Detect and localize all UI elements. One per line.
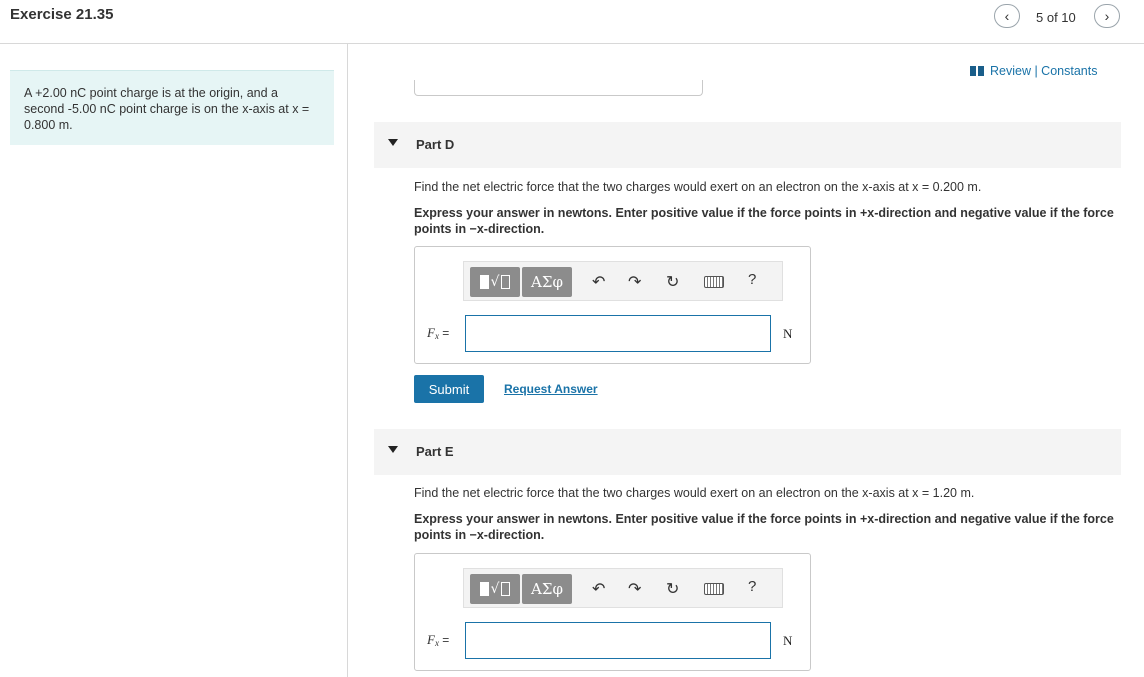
help-icon[interactable]: ? (748, 578, 757, 595)
undo-icon[interactable]: ↶ (592, 579, 606, 598)
unit-label: N (783, 326, 793, 341)
greek-symbols-button[interactable]: ΑΣφ (522, 267, 572, 297)
chevron-right-icon: › (1104, 8, 1110, 24)
problem-statement: A +2.00 nC point charge is at the origin, and a second -5.00 nC point charge is on the x-axis at x = 0.800 m. (10, 70, 334, 145)
help-icon[interactable]: ? (748, 271, 757, 288)
review-constants-link[interactable] (970, 64, 1097, 78)
templates-button[interactable] (470, 267, 520, 297)
box-outline-icon (501, 582, 510, 596)
next-button[interactable] (1094, 4, 1120, 28)
greek-symbols-button[interactable]: ΑΣφ (522, 574, 572, 604)
math-toolbar (463, 261, 783, 301)
part-e-instruction: Express your answer in newtons. Enter positive value if the force points in +x-direction and negative value if the force points in −x-direction. (414, 512, 1114, 542)
top-bar (0, 0, 1144, 44)
column-divider (347, 44, 348, 677)
previous-part-box (414, 80, 703, 96)
unit-label: N (783, 633, 793, 648)
previous-button[interactable] (994, 4, 1020, 28)
keyboard-icon[interactable] (704, 276, 724, 288)
reset-icon[interactable]: ↻ (666, 579, 680, 598)
part-e-answer-input[interactable] (465, 622, 771, 659)
chevron-left-icon: ‹ (1004, 8, 1010, 24)
part-e-label: Part E (416, 444, 454, 459)
part-d-answer-box (414, 246, 811, 364)
sqrt-icon: √ (490, 581, 500, 597)
submit-button[interactable]: Submit (414, 375, 484, 403)
book-icon (970, 66, 984, 76)
part-d-label: Part D (416, 137, 455, 152)
part-d-question: Find the net electric force that the two charges would exert on an electron on the x-axis at x = 0.200 m. (414, 180, 982, 194)
review-constants-label: Review | Constants (990, 64, 1098, 78)
caret-down-icon (388, 139, 398, 146)
variable-label: $F_x$ = (427, 325, 450, 341)
box-icon (480, 275, 489, 289)
part-e-answer-box (414, 553, 811, 671)
request-answer-link[interactable]: Request Answer (504, 382, 598, 396)
math-toolbar (463, 568, 783, 608)
reset-icon[interactable]: ↻ (666, 272, 680, 291)
redo-icon[interactable]: ↷ (628, 272, 642, 291)
part-d-header[interactable] (374, 122, 1121, 168)
part-d-answer-input[interactable] (465, 315, 771, 352)
box-icon (480, 582, 489, 596)
box-outline-icon (501, 275, 510, 289)
part-d-instruction: Express your answer in newtons. Enter positive value if the force points in +x-direction and negative value if the force points in −x-direction. (414, 206, 1114, 236)
part-e-header[interactable] (374, 429, 1121, 475)
page-title: Exercise 21.35 (10, 6, 114, 23)
caret-down-icon (388, 446, 398, 453)
part-e-question: Find the net electric force that the two charges would exert on an electron on the x-axis at x = 1.20 m. (414, 486, 975, 500)
redo-icon[interactable]: ↷ (628, 579, 642, 598)
sqrt-icon: √ (490, 274, 500, 290)
undo-icon[interactable]: ↶ (592, 272, 606, 291)
keyboard-icon[interactable] (704, 583, 724, 595)
pager-text: 5 of 10 (1036, 10, 1076, 25)
variable-label: $F_x$ = (427, 632, 450, 648)
templates-button[interactable] (470, 574, 520, 604)
